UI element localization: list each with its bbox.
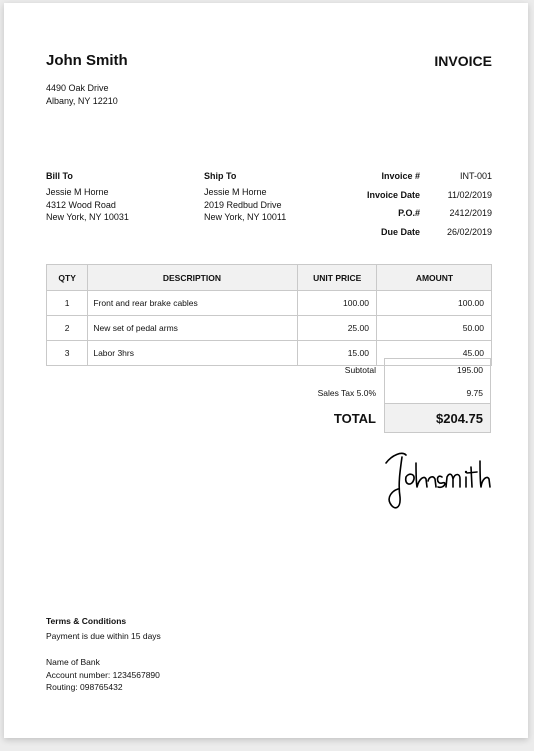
invoice-page bbox=[4, 3, 528, 738]
ship-to-line: 2019 Redbud Drive bbox=[204, 199, 282, 210]
meta-row-po bbox=[324, 208, 494, 227]
document-title: INVOICE bbox=[434, 53, 492, 69]
bank-line: Routing: 098765432 bbox=[46, 682, 123, 692]
table-row bbox=[47, 291, 492, 316]
signature-dot bbox=[465, 471, 467, 473]
cell-qty: 2 bbox=[47, 316, 88, 341]
table-header-row bbox=[47, 265, 492, 291]
meta-row-invoice-number bbox=[324, 171, 494, 190]
cell-unit-price: 15.00 bbox=[297, 341, 376, 366]
tax-value: 9.75 bbox=[384, 381, 491, 404]
total-label: TOTAL bbox=[333, 410, 376, 426]
subtotal-row bbox=[284, 358, 492, 381]
ship-to-line: New York, NY 10011 bbox=[204, 212, 287, 222]
meta-label: Due Date bbox=[380, 226, 420, 237]
cell-amount: 100.00 bbox=[376, 291, 491, 316]
bank-line: Account number: 1234567890 bbox=[46, 669, 160, 680]
bill-to-line: Jessie M Horne bbox=[46, 187, 109, 197]
meta-value: 2412/2019 bbox=[449, 208, 492, 218]
bank-details bbox=[46, 656, 160, 694]
meta-value: INT-001 bbox=[459, 171, 492, 181]
column-header-amount: AMOUNT bbox=[376, 265, 491, 291]
cell-unit-price: 25.00 bbox=[297, 316, 376, 341]
invoice-meta bbox=[324, 171, 494, 245]
meta-label: Invoice Date bbox=[366, 189, 420, 200]
terms-text: Payment is due within 15 days bbox=[46, 631, 161, 641]
terms-heading: Terms & Conditions bbox=[46, 616, 127, 626]
column-header-description: DESCRIPTION bbox=[88, 265, 297, 291]
cell-amount: 45.00 bbox=[376, 341, 491, 366]
signature bbox=[376, 441, 496, 521]
meta-label: Invoice # bbox=[381, 171, 420, 181]
total-value: $204.75 bbox=[384, 403, 491, 433]
sender-address-line: Albany, NY 12210 bbox=[46, 96, 118, 106]
cell-qty: 1 bbox=[47, 291, 88, 316]
meta-row-invoice-date bbox=[324, 190, 494, 209]
cell-description: Labor 3hrs bbox=[88, 341, 297, 366]
sender-name: John Smith bbox=[46, 52, 128, 69]
meta-row-due-date bbox=[324, 227, 494, 246]
bill-to-line: 4312 Wood Road bbox=[46, 199, 116, 210]
line-items-table bbox=[46, 264, 492, 366]
tax-row bbox=[284, 381, 492, 404]
tax-label: Sales Tax 5.0% bbox=[317, 387, 376, 398]
terms-block bbox=[46, 616, 161, 641]
meta-label: P.O.# bbox=[398, 208, 420, 218]
bill-to-block bbox=[46, 171, 129, 224]
bill-to-line: New York, NY 10031 bbox=[46, 212, 129, 222]
cell-description: Front and rear brake cables bbox=[88, 291, 297, 316]
cell-amount: 50.00 bbox=[376, 316, 491, 341]
meta-value: 11/02/2019 bbox=[447, 189, 492, 200]
ship-to-line: Jessie M Horne bbox=[204, 187, 267, 197]
subtotal-value: 195.00 bbox=[384, 358, 491, 382]
sender-address-line: 4490 Oak Drive bbox=[46, 83, 109, 93]
bank-line: Name of Bank bbox=[46, 657, 100, 667]
column-header-unit-price: UNIT PRICE bbox=[297, 265, 376, 291]
totals-block bbox=[284, 358, 492, 432]
signature-graphic bbox=[376, 441, 496, 516]
cell-qty: 3 bbox=[47, 341, 88, 366]
sender-address bbox=[46, 82, 118, 108]
column-header-qty: QTY bbox=[47, 265, 88, 291]
bill-to-heading: Bill To bbox=[46, 171, 73, 181]
meta-value: 26/02/2019 bbox=[446, 226, 492, 237]
table-row bbox=[47, 316, 492, 341]
ship-to-block bbox=[204, 171, 286, 224]
cell-description: New set of pedal arms bbox=[88, 316, 297, 341]
ship-to-heading: Ship To bbox=[204, 171, 237, 181]
cell-unit-price: 100.00 bbox=[297, 291, 376, 316]
subtotal-label: Subtotal bbox=[344, 364, 376, 375]
total-row bbox=[284, 404, 492, 432]
